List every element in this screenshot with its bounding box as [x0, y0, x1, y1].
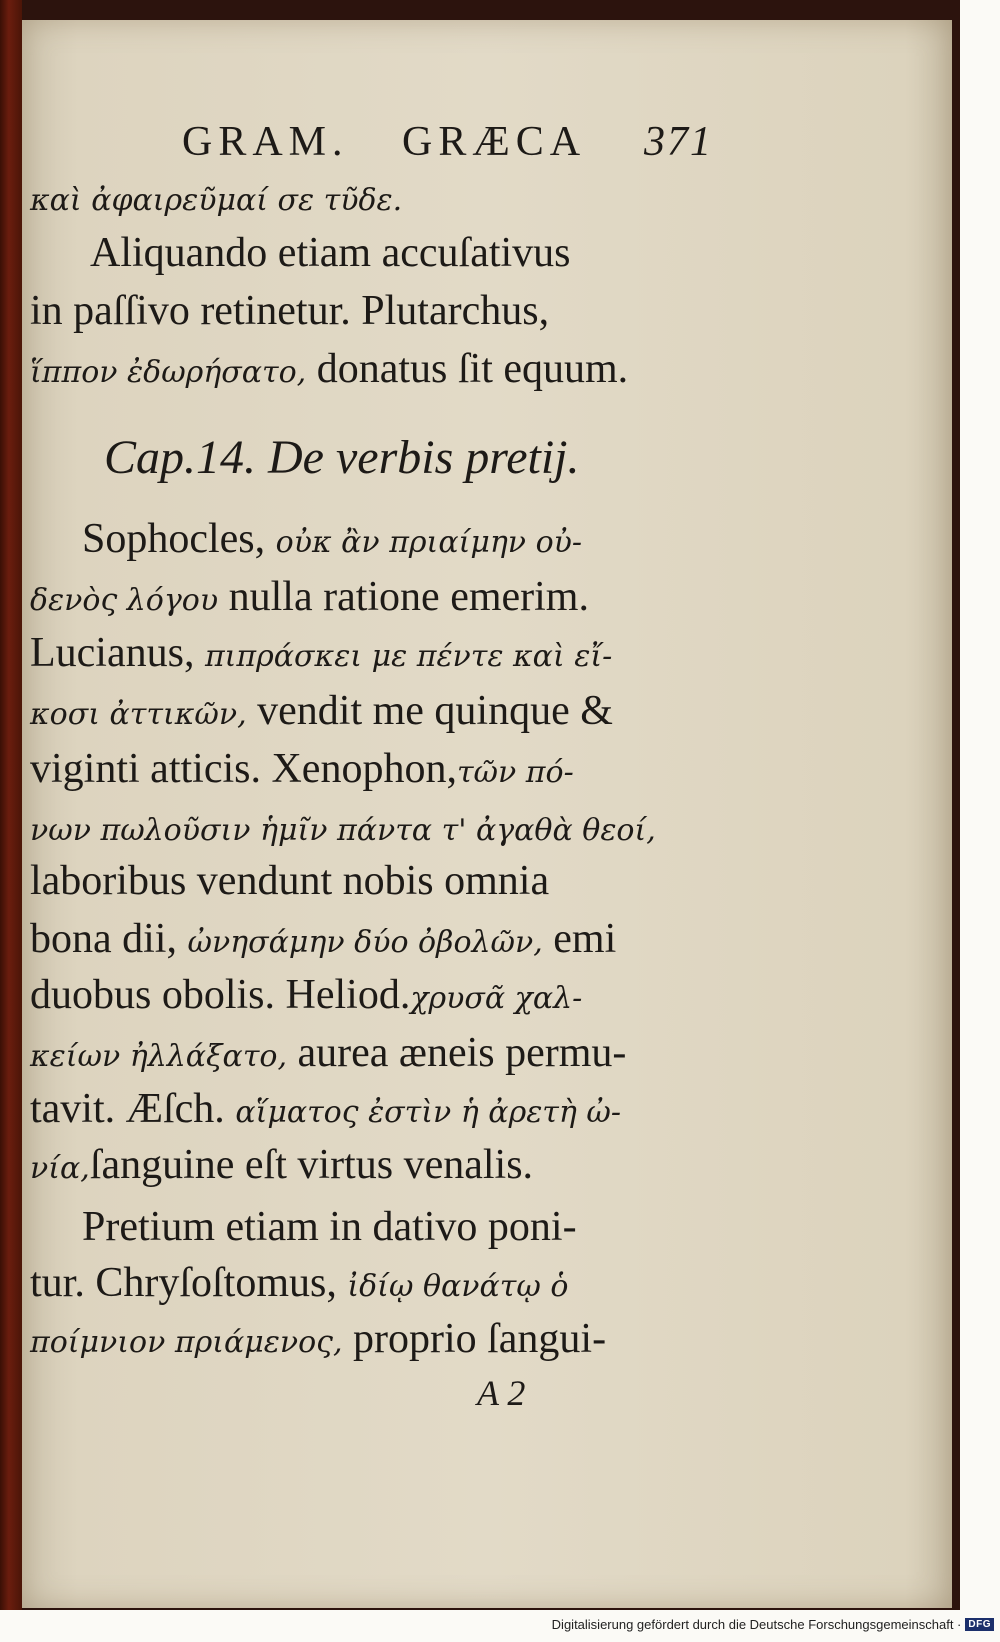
latin-text: emi	[542, 916, 617, 962]
greek-text: καὶ ἀφαιρεῦμαί σε τῦδε.	[30, 183, 403, 218]
page-number: 371	[644, 119, 713, 165]
footer-credit	[552, 1614, 994, 1634]
latin-text: proprio ſangui-	[342, 1316, 607, 1362]
greek-text: ποίμνιον πριάμενος,	[30, 1325, 343, 1360]
page-text	[22, 20, 952, 1608]
greek-text: ἰδίῳ θανάτῳ ὁ	[347, 1269, 569, 1304]
text-line	[30, 800, 690, 854]
latin-text: Lucianus,	[30, 630, 205, 676]
latin-text: bona dii,	[30, 916, 188, 962]
latin-text: laboribus vendunt nobis omnia	[30, 858, 550, 904]
text-line	[30, 342, 690, 396]
latin-text: in paſſivo retinetur. Plutarchus,	[30, 288, 550, 334]
text-line	[30, 684, 690, 738]
latin-text: tavit. Æſch.	[30, 1086, 236, 1132]
signature-mark: A 2	[477, 1373, 526, 1413]
text-line	[30, 570, 690, 624]
header-left: GRAM.	[182, 119, 349, 165]
running-header	[152, 118, 752, 168]
book-page	[22, 20, 952, 1608]
greek-text: νων πωλοῦσιν ἡμῖν πάντα τ' ἀγαθὰ θεοί,	[30, 813, 656, 848]
latin-text: tur. Chryſoſtomus,	[30, 1260, 348, 1306]
text-line	[30, 1082, 690, 1136]
greek-text: οὐκ ἂν πριαίμην οὐ-	[275, 525, 583, 560]
greek-text: ὠνησάμην δύο ὀβολῶν,	[187, 925, 543, 960]
greek-text: πιπράσκει με πέντε καὶ εἴ-	[204, 639, 613, 674]
latin-text: duobus obolis. Heliod.	[30, 972, 411, 1018]
text-line	[30, 170, 690, 224]
text-line	[30, 912, 690, 966]
greek-text: ἵππον ἐδωρήσατο,	[30, 355, 307, 390]
greek-text: νία,	[30, 1151, 90, 1186]
latin-text: vendit me quinque &	[246, 688, 613, 734]
text-line	[30, 1138, 690, 1192]
latin-text: Aliquando etiam accuſativus	[90, 230, 571, 276]
text-line	[30, 1026, 690, 1080]
greek-text: τῶν πό-	[456, 755, 574, 790]
greek-text: κείων ἠλλάξατο,	[30, 1039, 288, 1074]
text-line	[30, 284, 690, 338]
text-line	[82, 512, 742, 566]
latin-text: Pretium etiam in dativo poni-	[82, 1204, 577, 1250]
text-line	[82, 1200, 742, 1254]
chapter-heading: Cap.14. De verbis pretij.	[104, 431, 580, 484]
greek-text: κοσι ἀττικῶν,	[30, 697, 247, 732]
text-line	[30, 968, 690, 1022]
latin-text: donatus ſit equum.	[306, 346, 629, 392]
greek-text: δενὸς λόγου	[30, 583, 219, 618]
text-line	[90, 226, 750, 280]
latin-text: aurea æneis permu-	[287, 1030, 627, 1076]
latin-text: ſanguine eſt virtus venalis.	[89, 1142, 534, 1188]
text-line	[30, 742, 690, 796]
text-line	[30, 1256, 690, 1310]
text-line	[30, 1312, 690, 1366]
footer-text: Digitalisierung gefördert durch die Deutsche Forschungsgemeinschaft ·	[551, 1616, 962, 1632]
latin-text: Sophocles,	[82, 516, 276, 562]
text-line	[30, 854, 690, 908]
latin-text: nulla ratione emerim.	[218, 574, 589, 620]
text-line	[30, 626, 690, 680]
greek-text: χρυσᾶ χαλ-	[410, 981, 583, 1016]
header-middle: GRÆCA	[402, 119, 587, 165]
dfg-logo: DFG	[965, 1618, 994, 1631]
latin-text: viginti atticis. Xenophon,	[30, 746, 457, 792]
greek-text: αἵματος ἐστὶν ἡ ἀρετὴ ὠ-	[235, 1095, 622, 1130]
book-board-edge	[0, 0, 22, 1610]
